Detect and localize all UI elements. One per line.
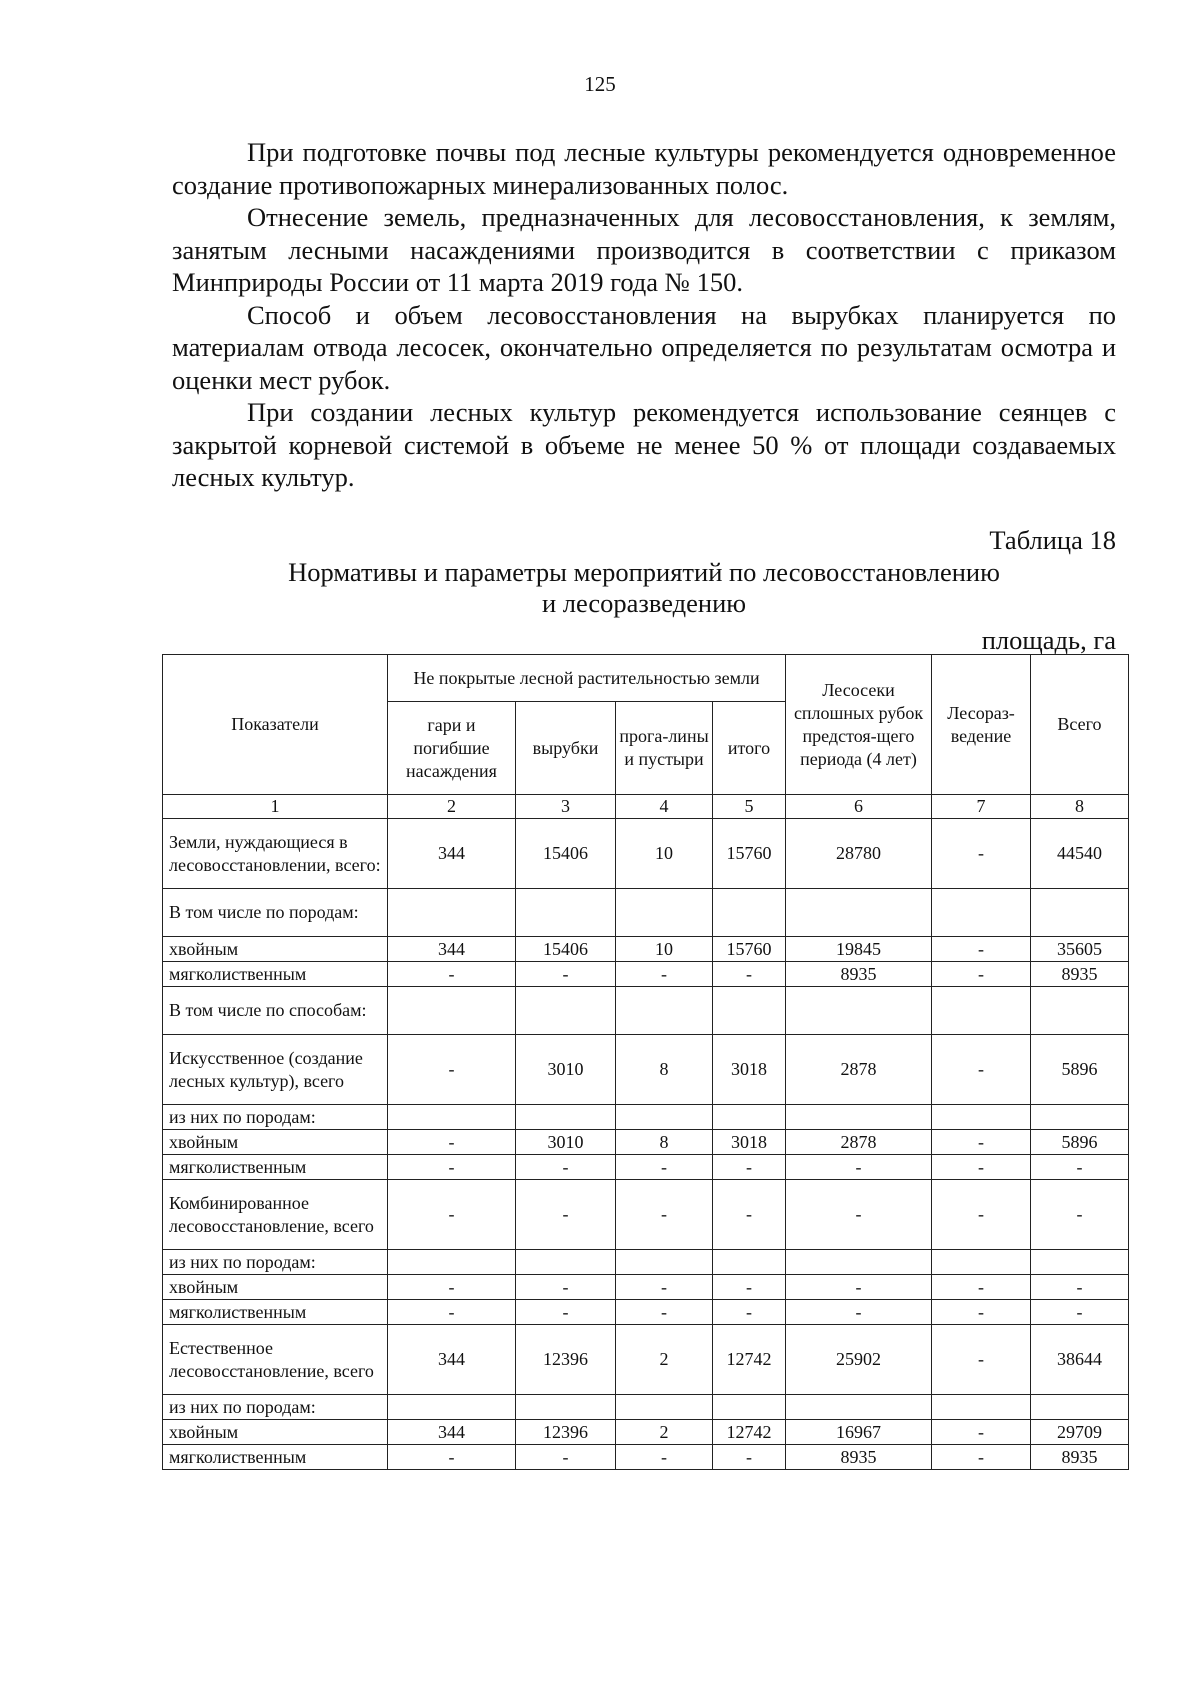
table-cell: - xyxy=(932,1130,1031,1155)
table-cell xyxy=(1031,889,1129,937)
table-cell: 15406 xyxy=(516,937,616,962)
table-row xyxy=(163,1395,1129,1420)
table-title-line-1: Нормативы и параметры мероприятий по лесовосстановлению xyxy=(288,557,1000,587)
table-row xyxy=(163,1445,1129,1470)
table-cell xyxy=(713,889,786,937)
table-cell xyxy=(1031,1105,1129,1130)
table-cell: - xyxy=(713,1300,786,1325)
table-cell: - xyxy=(388,1130,516,1155)
table-cell: 2878 xyxy=(786,1130,932,1155)
table-cell: 12742 xyxy=(713,1420,786,1445)
table-cell: 29709 xyxy=(1031,1420,1129,1445)
header-clearcuts: вырубки xyxy=(516,702,616,795)
table-cell: 2 xyxy=(616,1420,713,1445)
table-cell xyxy=(713,987,786,1035)
row-label: Комбинированное лесовосстановление, всего xyxy=(163,1180,388,1250)
table-cell: 5896 xyxy=(1031,1130,1129,1155)
table-cell xyxy=(388,1250,516,1275)
table-cell: - xyxy=(786,1180,932,1250)
table-cell: 12396 xyxy=(516,1420,616,1445)
column-number-row xyxy=(163,795,1129,819)
table-row xyxy=(163,1250,1129,1275)
row-label: В том числе по способам: xyxy=(163,987,388,1035)
row-label: из них по породам: xyxy=(163,1105,388,1130)
header-felling-sites: Лесосеки сплошных рубок предстоя-щего периода (4 лет) xyxy=(786,655,932,795)
table-cell: - xyxy=(388,1275,516,1300)
table-cell: - xyxy=(713,1445,786,1470)
row-label: Искусственное (создание лесных культур), всего xyxy=(163,1035,388,1105)
table-cell: - xyxy=(388,962,516,987)
table-cell: - xyxy=(516,1445,616,1470)
table-cell xyxy=(786,1105,932,1130)
table-cell: - xyxy=(516,1180,616,1250)
table-cell xyxy=(1031,987,1129,1035)
table-cell: 12396 xyxy=(516,1325,616,1395)
table-cell: 5896 xyxy=(1031,1035,1129,1105)
table-cell xyxy=(388,987,516,1035)
table-cell xyxy=(786,987,932,1035)
row-label: В том числе по породам: xyxy=(163,889,388,937)
table-cell: - xyxy=(516,1155,616,1180)
header-afforestation: Лесораз-ведение xyxy=(932,655,1031,795)
row-label: Естественное лесовосстановление, всего xyxy=(163,1325,388,1395)
table-cell: - xyxy=(932,962,1031,987)
table-cell: - xyxy=(713,1275,786,1300)
table-cell xyxy=(616,889,713,937)
column-number: 5 xyxy=(713,795,786,819)
table-cell: - xyxy=(1031,1180,1129,1250)
table-cell xyxy=(932,889,1031,937)
paragraph-soil-prep: При подготовке почвы под лесные культуры рекомендуется одновременное создание противопожарных минерализованных полос. xyxy=(172,137,1116,200)
row-label: мягколиственным xyxy=(163,962,388,987)
table-cell xyxy=(616,1105,713,1130)
table-cell: 3018 xyxy=(713,1130,786,1155)
column-number: 7 xyxy=(932,795,1031,819)
table-cell: 44540 xyxy=(1031,819,1129,889)
header-group-uncovered-land: Не покрытые лесной растительностью земли xyxy=(388,655,786,702)
table-cell xyxy=(713,1105,786,1130)
table-cell: - xyxy=(516,1300,616,1325)
table-cell xyxy=(516,1105,616,1130)
table-cell: - xyxy=(932,1300,1031,1325)
table-cell: 2878 xyxy=(786,1035,932,1105)
paragraph-method-volume: Способ и объем лесовосстановления на вырубках планируется по материалам отвода лесосек, окончательно определяется по результатам осмотра и оценки мест рубок. xyxy=(172,299,1116,395)
table-cell: - xyxy=(388,1300,516,1325)
column-number: 3 xyxy=(516,795,616,819)
row-label: хвойным xyxy=(163,1420,388,1445)
header-indicators: Показатели xyxy=(163,655,388,795)
column-number: 6 xyxy=(786,795,932,819)
table-cell: 344 xyxy=(388,1420,516,1445)
table-cell xyxy=(932,1105,1031,1130)
table-cell xyxy=(388,1105,516,1130)
table-cell: 3010 xyxy=(516,1130,616,1155)
table-cell: 15760 xyxy=(713,819,786,889)
header-all: Всего xyxy=(1031,655,1129,795)
row-label: хвойным xyxy=(163,937,388,962)
table-cell: 38644 xyxy=(1031,1325,1129,1395)
table-cell: - xyxy=(713,1180,786,1250)
table-cell: - xyxy=(1031,1300,1129,1325)
table-cell xyxy=(932,987,1031,1035)
table-cell xyxy=(713,1395,786,1420)
table-cell: - xyxy=(1031,1155,1129,1180)
table-title xyxy=(172,557,1116,619)
table-cell: 3018 xyxy=(713,1035,786,1105)
table-row xyxy=(163,1155,1129,1180)
page-number: 125 xyxy=(584,72,616,96)
row-label: из них по породам: xyxy=(163,1395,388,1420)
table-row xyxy=(163,1325,1129,1395)
table-cell: 344 xyxy=(388,1325,516,1395)
table-row xyxy=(163,1275,1129,1300)
row-label: мягколиственным xyxy=(163,1155,388,1180)
table-cell: 344 xyxy=(388,937,516,962)
table-cell: - xyxy=(932,1445,1031,1470)
table-row xyxy=(163,889,1129,937)
table-row xyxy=(163,1105,1129,1130)
table-cell: 25902 xyxy=(786,1325,932,1395)
table-row xyxy=(163,962,1129,987)
table-cell xyxy=(1031,1250,1129,1275)
table-row xyxy=(163,1130,1129,1155)
table-cell xyxy=(616,987,713,1035)
table-row xyxy=(163,1035,1129,1105)
table-cell: 8935 xyxy=(1031,962,1129,987)
table-cell xyxy=(516,1250,616,1275)
table-cell: - xyxy=(932,1325,1031,1395)
table-row xyxy=(163,987,1129,1035)
reforestation-table xyxy=(162,654,1129,1470)
table-cell xyxy=(932,1250,1031,1275)
table-cell: - xyxy=(388,1180,516,1250)
table-cell xyxy=(1031,1395,1129,1420)
row-label: мягколиственным xyxy=(163,1300,388,1325)
table-cell xyxy=(616,1395,713,1420)
table-cell: 2 xyxy=(616,1325,713,1395)
table-cell: 12742 xyxy=(713,1325,786,1395)
table-cell xyxy=(516,1395,616,1420)
table-row xyxy=(163,1300,1129,1325)
table-row xyxy=(163,819,1129,889)
table-cell: - xyxy=(932,819,1031,889)
paragraph-seedlings: При создании лесных культур рекомендуется использование сеянцев с закрытой корневой системой в объеме не менее 50 % от площади создаваемых лесных культур. xyxy=(172,397,1116,492)
table-cell: - xyxy=(388,1035,516,1105)
table-cell: - xyxy=(616,1275,713,1300)
table-cell: - xyxy=(932,1035,1031,1105)
table-cell: 10 xyxy=(616,819,713,889)
body-text xyxy=(172,136,1116,494)
table-cell: 15406 xyxy=(516,819,616,889)
table-cell: - xyxy=(388,1155,516,1180)
table-cell: 344 xyxy=(388,819,516,889)
table-cell: - xyxy=(616,962,713,987)
table-cell: 8935 xyxy=(786,1445,932,1470)
table-cell: 8935 xyxy=(1031,1445,1129,1470)
header-burnt: гари и погибшие насаждения xyxy=(388,702,516,795)
column-number: 4 xyxy=(616,795,713,819)
table-cell: 8 xyxy=(616,1130,713,1155)
table-cell: - xyxy=(932,937,1031,962)
table-title-line-2: и лесоразведению xyxy=(541,588,747,618)
table-cell: - xyxy=(786,1300,932,1325)
table-cell: - xyxy=(713,1155,786,1180)
table-cell: - xyxy=(516,1275,616,1300)
table-row xyxy=(163,937,1129,962)
table-cell: 10 xyxy=(616,937,713,962)
table-cell: - xyxy=(713,962,786,987)
column-number: 2 xyxy=(388,795,516,819)
table-cell xyxy=(713,1250,786,1275)
table-cell: - xyxy=(786,1275,932,1300)
table-cell: - xyxy=(932,1155,1031,1180)
table-cell: - xyxy=(616,1155,713,1180)
header-glades: прога-лины и пустыри xyxy=(616,702,713,795)
table-cell: 19845 xyxy=(786,937,932,962)
table-cell: - xyxy=(1031,1275,1129,1300)
table-cell: - xyxy=(616,1445,713,1470)
table-cell: - xyxy=(786,1155,932,1180)
table-cell: - xyxy=(516,962,616,987)
table-cell xyxy=(616,1250,713,1275)
table-row xyxy=(163,1180,1129,1250)
table-cell xyxy=(786,1250,932,1275)
table-cell: - xyxy=(388,1445,516,1470)
row-label: хвойным xyxy=(163,1130,388,1155)
table-cell: 8 xyxy=(616,1035,713,1105)
column-number: 1 xyxy=(163,795,388,819)
table-cell: - xyxy=(616,1300,713,1325)
table-cell: 15760 xyxy=(713,937,786,962)
row-label: мягколиственным xyxy=(163,1445,388,1470)
table-cell: 3010 xyxy=(516,1035,616,1105)
table-cell: - xyxy=(616,1180,713,1250)
row-label: Земли, нуждающиеся в лесовосстановлении, всего: xyxy=(163,819,388,889)
table-cell xyxy=(932,1395,1031,1420)
table-label: Таблица 18 xyxy=(989,525,1116,555)
table-cell xyxy=(516,987,616,1035)
column-number: 8 xyxy=(1031,795,1129,819)
table-cell xyxy=(516,889,616,937)
header-total: итого xyxy=(713,702,786,795)
table-cell: - xyxy=(932,1420,1031,1445)
table-cell xyxy=(786,1395,932,1420)
paragraph-land-classification: Отнесение земель, предназначенных для лесовосстановления, к землям, занятым лесными насаждениями производится в соответствии с приказом Минприроды России от 11 марта 2019 года № 150. xyxy=(172,202,1116,297)
table-cell xyxy=(388,889,516,937)
row-label: из них по породам: xyxy=(163,1250,388,1275)
table-body xyxy=(163,795,1129,1470)
table-cell: 28780 xyxy=(786,819,932,889)
table-cell xyxy=(388,1395,516,1420)
table-row xyxy=(163,1420,1129,1445)
unit-label: площадь, га xyxy=(981,625,1116,655)
row-label: хвойным xyxy=(163,1275,388,1300)
table-cell: 8935 xyxy=(786,962,932,987)
table-cell: - xyxy=(932,1180,1031,1250)
table-cell: 16967 xyxy=(786,1420,932,1445)
table-cell: 35605 xyxy=(1031,937,1129,962)
table-cell: - xyxy=(932,1275,1031,1300)
table-cell xyxy=(786,889,932,937)
